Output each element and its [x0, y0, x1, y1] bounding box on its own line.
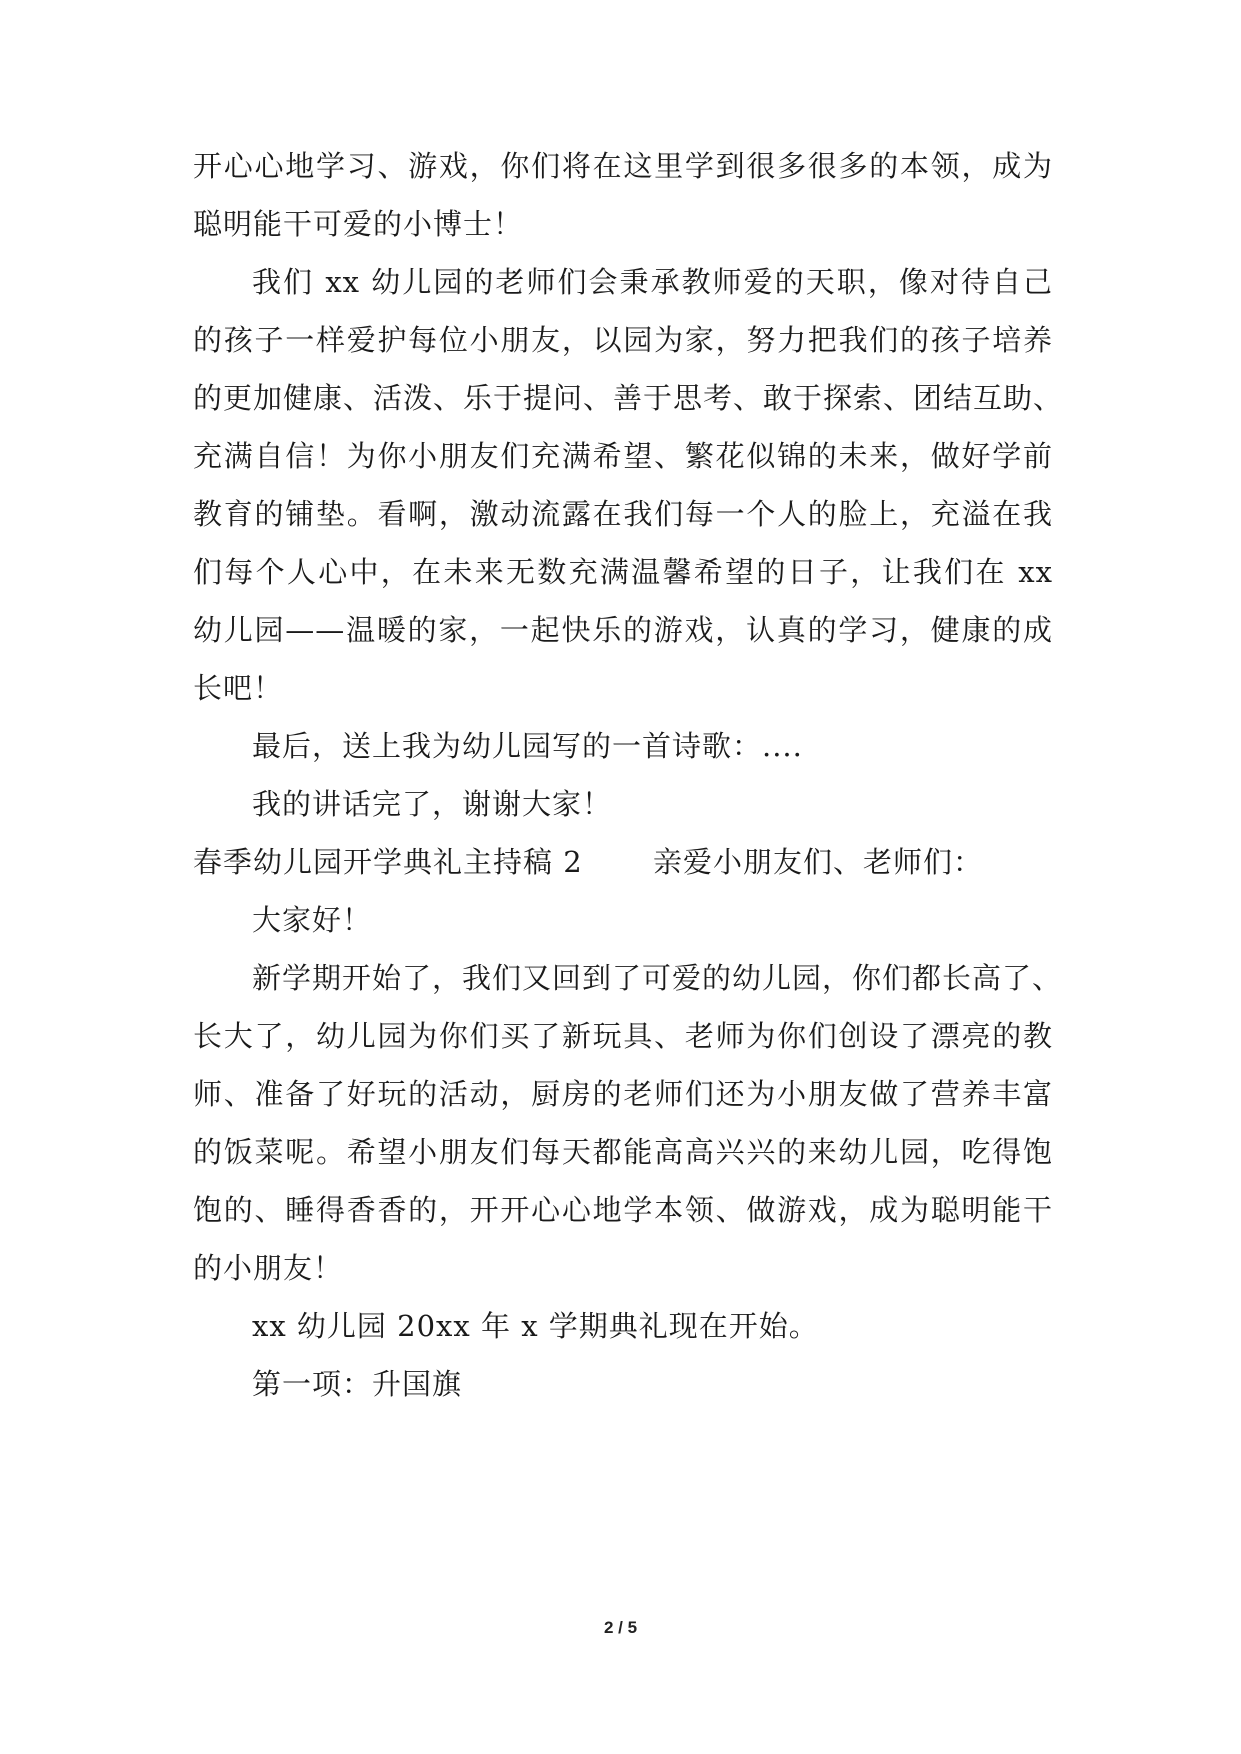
paragraph-line: 我的讲话完了，谢谢大家！ — [252, 787, 613, 821]
paragraph-line: 长吧！ — [193, 671, 284, 705]
paragraph-line: 教育的铺垫。看啊，激动流露在我们每一个人的脸上，充溢在我 — [193, 497, 1053, 531]
paragraph-line: 的更加健康、活泼、乐于提问、善于思考、敢于探索、团结互助、 — [193, 381, 1064, 415]
paragraph-line: 大家好！ — [252, 903, 373, 937]
paragraph-line: 聪明能干可爱的小博士！ — [193, 207, 524, 241]
paragraph-line: 幼儿园——温暖的家，一起快乐的游戏，认真的学习，健康的成 — [193, 613, 1053, 647]
paragraph-line: 长大了，幼儿园为你们买了新玩具、老师为你们创设了漂亮的教 — [193, 1019, 1053, 1053]
paragraph-line: 最后，送上我为幼儿园写的一首诗歌：.... — [252, 729, 803, 763]
paragraph-line: 我们 xx 幼儿园的老师们会秉承教师爱的天职，像对待自己 — [252, 265, 1053, 299]
paragraph-line: 新学期开始了，我们又回到了可爱的幼儿园，你们都长高了、 — [252, 961, 1063, 995]
paragraph-line: 开心心地学习、游戏，你们将在这里学到很多很多的本领，成为 — [193, 149, 1053, 183]
paragraph-line: xx 幼儿园 20xx 年 x 学期典礼现在开始。 — [252, 1309, 819, 1343]
paragraph-line: 的孩子一样爱护每位小朋友，以园为家，努力把我们的孩子培养 — [193, 323, 1053, 357]
page-number: 2 / 5 — [603, 1618, 638, 1637]
paragraph-line: 的饭菜呢。希望小朋友们每天都能高高兴兴的来幼儿园，吃得饱 — [193, 1135, 1053, 1169]
paragraph-line: 们每个人心中，在未来无数充满温馨希望的日子，让我们在 xx — [193, 555, 1053, 589]
paragraph-line: 的小朋友！ — [193, 1251, 344, 1285]
paragraph-line: 师、准备了好玩的活动，厨房的老师们还为小朋友做了营养丰富 — [193, 1077, 1053, 1111]
salutation: 亲爱小朋友们、老师们： — [653, 845, 984, 879]
paragraph-line: 第一项：升国旗 — [252, 1367, 463, 1401]
section-title: 春季幼儿园开学典礼主持稿 2 — [193, 845, 583, 879]
paragraph-line: 充满自信！为你小朋友们充满希望、繁花似锦的未来，做好学前 — [193, 439, 1053, 473]
paragraph-line: 饱的、睡得香香的，开开心心地学本领、做游戏，成为聪明能干 — [193, 1193, 1053, 1227]
